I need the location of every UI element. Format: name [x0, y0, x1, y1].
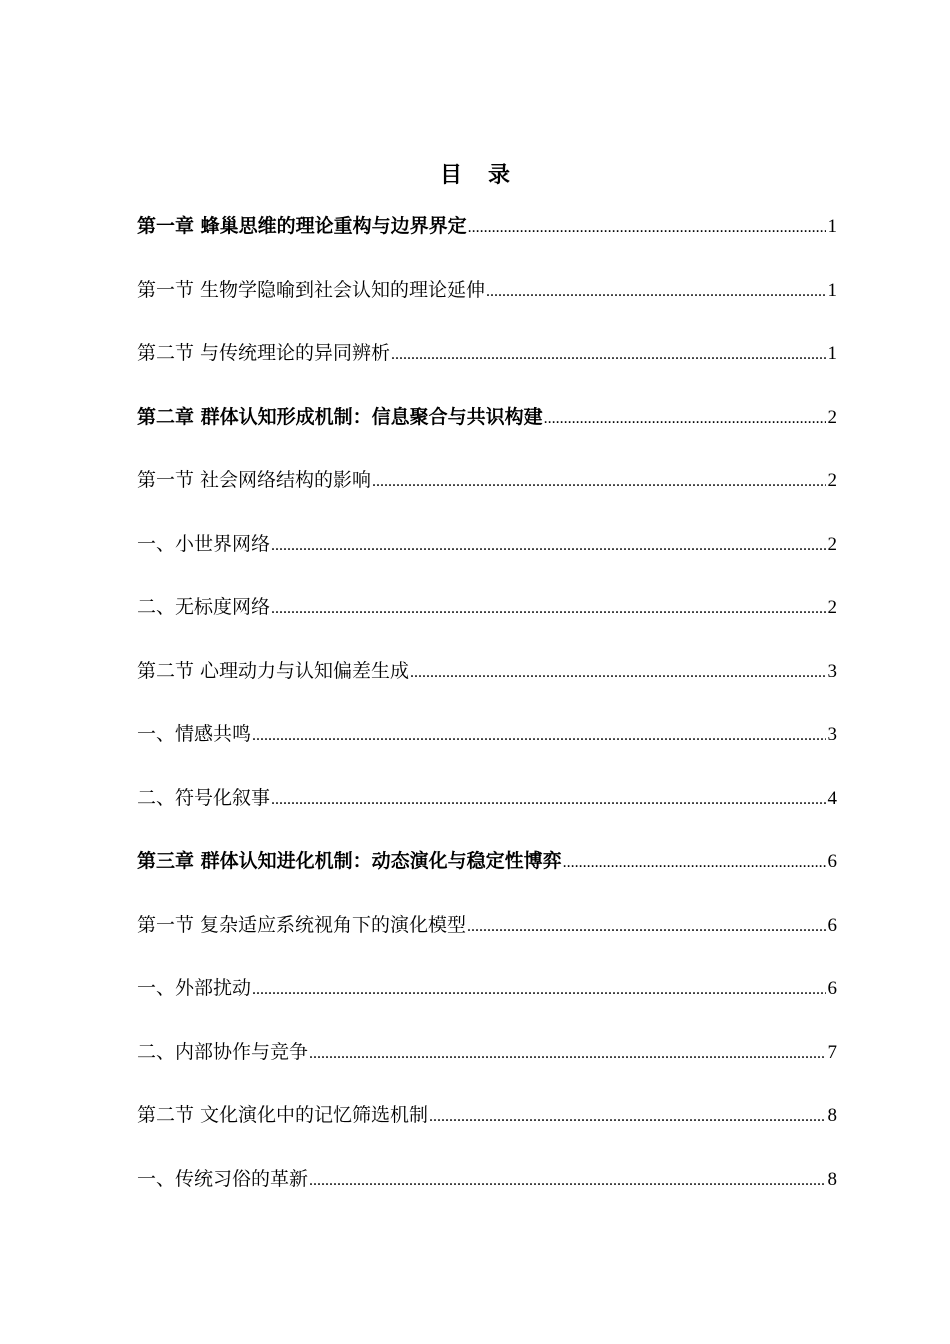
toc-dot-leader	[372, 460, 826, 504]
toc-entry-chapter-1[interactable]	[137, 204, 837, 268]
toc-entry-text: 第二节 与传统理论的异同辨析	[137, 342, 391, 364]
toc-page-number: 8	[827, 1168, 837, 1190]
toc-entry-item[interactable]	[137, 966, 837, 1030]
toc-page-number: 3	[827, 724, 837, 745]
toc-page-number: 6	[827, 914, 837, 936]
toc-entry-text: 第三章 群体认知进化机制：动态演化与稳定性博弈	[137, 850, 562, 872]
toc-entry-text: 一、小世界网络	[137, 532, 271, 555]
toc-dot-leader	[486, 270, 826, 314]
toc-entry-text: 第二节 心理动力与认知偏差生成	[137, 659, 410, 682]
toc-entry-item[interactable]	[137, 522, 837, 586]
toc-dot-leader	[468, 206, 826, 250]
toc-page-number: 2	[827, 406, 837, 428]
toc-entry-text: 一、外部扰动	[137, 977, 252, 999]
toc-dot-leader	[252, 968, 826, 1012]
toc-entry-section[interactable]	[137, 458, 837, 522]
toc-entry-text: 一、情感共鸣	[137, 723, 252, 745]
toc-entry-text: 第一节 社会网络结构的影响	[137, 469, 372, 491]
toc-entry-text: 第一节 生物学隐喻到社会认知的理论延伸	[137, 278, 486, 301]
toc-entry-text: 第二章 群体认知形成机制：信息聚合与共识构建	[137, 405, 543, 428]
toc-dot-leader	[391, 333, 826, 377]
toc-entry-section[interactable]	[137, 903, 837, 967]
toc-dot-leader	[271, 778, 826, 822]
toc-entry-item[interactable]	[137, 1157, 837, 1221]
toc-dot-leader	[429, 1095, 826, 1139]
toc-dot-leader	[271, 524, 826, 568]
toc-entry-item[interactable]	[137, 712, 837, 776]
toc-entry-chapter-2[interactable]	[137, 395, 837, 459]
toc-entry-section[interactable]	[137, 268, 837, 332]
toc-page-number: 3	[827, 660, 837, 682]
toc-page-number: 1	[827, 279, 837, 301]
toc-entry-section[interactable]	[137, 1093, 837, 1157]
toc-dot-leader	[544, 397, 826, 441]
toc-entry-chapter-3[interactable]	[137, 839, 837, 903]
toc-page-number: 6	[827, 851, 837, 872]
toc-dot-leader	[252, 714, 826, 758]
toc-entry-text: 二、内部协作与竞争	[137, 1040, 309, 1063]
toc-page-number: 1	[827, 343, 837, 364]
toc-page-number: 2	[827, 470, 837, 491]
toc-heading	[0, 158, 950, 189]
toc-entry-section[interactable]	[137, 649, 837, 713]
toc-entry-text: 一、传统习俗的革新	[137, 1167, 309, 1190]
toc-page-number: 6	[827, 978, 837, 999]
toc-page-number: 7	[827, 1041, 837, 1063]
toc-entry-text: 第二节 文化演化中的记忆筛选机制	[137, 1104, 429, 1126]
toc-entry-text: 第一章 蜂巢思维的理论重构与边界界定	[137, 215, 467, 237]
toc-dot-leader	[271, 587, 826, 631]
toc-dot-leader	[563, 841, 826, 885]
toc-entry-text: 第一节 复杂适应系统视角下的演化模型	[137, 913, 467, 936]
toc-entry-item[interactable]	[137, 585, 837, 649]
toc-heading-part2: 录	[488, 163, 511, 188]
toc-entry-section[interactable]	[137, 331, 837, 395]
toc-page-number: 2	[827, 597, 837, 618]
toc-entry-item[interactable]	[137, 1030, 837, 1094]
toc-page-number: 2	[827, 533, 837, 555]
toc-dot-leader	[309, 1159, 826, 1203]
toc-page-number: 8	[827, 1105, 837, 1126]
toc-dot-leader	[467, 905, 826, 949]
toc-entry-text: 二、符号化叙事	[137, 786, 271, 809]
toc-page-number: 1	[827, 216, 837, 237]
toc-entry-item[interactable]	[137, 776, 837, 840]
toc-dot-leader	[309, 1032, 826, 1076]
toc-dot-leader	[410, 651, 826, 695]
toc-entry-text: 二、无标度网络	[137, 596, 271, 618]
toc-page-number: 4	[827, 787, 837, 809]
table-of-contents	[137, 204, 837, 1220]
toc-heading-part1: 目	[439, 163, 462, 188]
